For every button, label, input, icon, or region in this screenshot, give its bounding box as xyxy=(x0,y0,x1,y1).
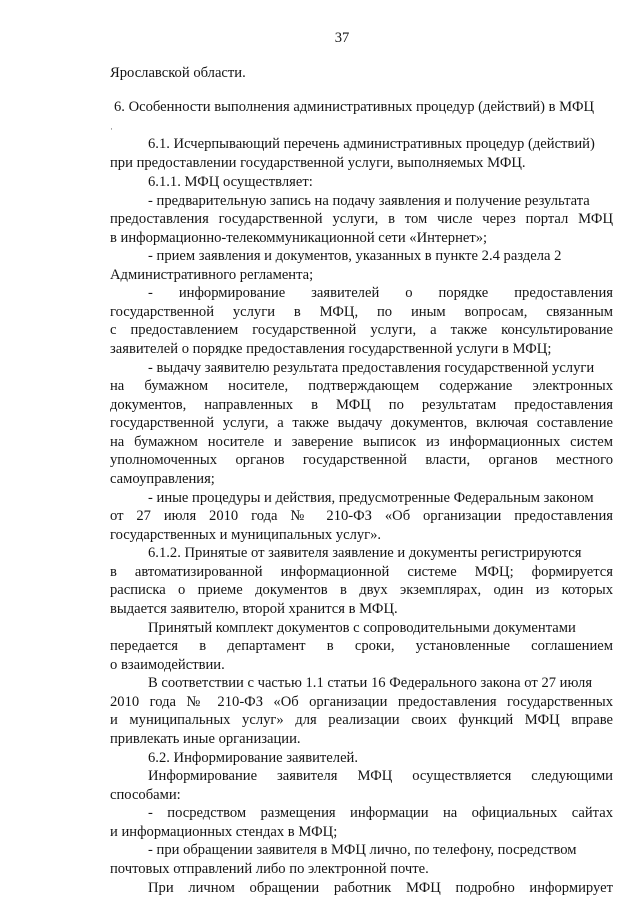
text-line: - при обращении заявителя в МФЦ лично, по телефону, посредством xyxy=(148,842,577,858)
text-line: Информирование заявителя МФЦ осуществляется следующими xyxy=(148,768,613,784)
text-line: на бумажном носителе, подтверждающем содержание электронных xyxy=(110,378,613,394)
text-line: заявителей о порядке предоставления государственной услуги в МФЦ; xyxy=(110,341,552,357)
text-line: государственной услуги в МФЦ, по иным вопросам, связанным xyxy=(110,304,613,320)
text-line: документов, направленных в МФЦ по результатам предоставления xyxy=(110,397,613,413)
page-number: 37 xyxy=(334,30,350,46)
text-line: государственной услуги, а также выдачу документов, включая составление xyxy=(110,415,613,431)
text-line: передается в департамент в сроки, установленные соглашением xyxy=(110,638,613,654)
text-line: Принятый комплект документов с сопроводительными документами xyxy=(148,620,576,636)
text-line: государственных и муниципальных услуг». xyxy=(110,527,382,543)
text-line: с предоставлением государственной услуги, а также консультирование xyxy=(110,322,613,338)
text-line: 6.2. Информирование заявителей. xyxy=(148,750,359,766)
text-line: на бумажном носителе и заверение выписок из информационных систем xyxy=(110,434,613,450)
text-line: выдается заявителю, второй хранится в МФЦ. xyxy=(110,601,398,617)
text-line: в автоматизированной информационной системе МФЦ; формируется xyxy=(110,564,613,580)
text-line: - выдачу заявителю результата предоставления государственной услуги xyxy=(148,360,595,376)
text-line: 6.1. Исчерпывающий перечень административных процедур (действий) xyxy=(148,136,595,152)
text-line: и информационных стендах в МФЦ; xyxy=(110,824,338,840)
text-line: 6.1.2. Принятые от заявителя заявление и документы регистрируются xyxy=(148,545,582,561)
text-line: 6.1.1. МФЦ осуществляет: xyxy=(148,174,313,190)
scan-mark: · xyxy=(110,124,113,134)
text-line: - предварительную запись на подачу заявления и получение результата xyxy=(148,193,590,209)
text-line: - посредством размещения информации на официальных сайтах xyxy=(148,805,613,821)
text-line: в информационно-телекоммуникационной сети «Интернет»; xyxy=(110,230,488,246)
text-line: расписка о приеме документов в двух экземплярах, один из которых xyxy=(110,582,613,598)
text-line: - иные процедуры и действия, предусмотренные Федеральным законом xyxy=(148,490,594,506)
text-line: 6. Особенности выполнения административных процедур (действий) в МФЦ xyxy=(114,99,595,115)
text-line: Ярославской области. xyxy=(110,65,246,81)
text-line: 2010 года № 210-ФЗ «Об организации предоставления государственных xyxy=(110,694,613,710)
text-line: способами: xyxy=(110,787,181,803)
text-line: - информирование заявителей о порядке предоставления xyxy=(148,285,613,301)
text-line: предоставления государственной услуги, в том числе через портал МФЦ xyxy=(110,211,613,227)
text-line: при предоставлении государственной услуги, выполняемых МФЦ. xyxy=(110,155,526,171)
text-line: При личном обращении работник МФЦ подробно информирует xyxy=(148,880,613,896)
text-line: В соответствии с частью 1.1 статьи 16 Федерального закона от 27 июля xyxy=(148,675,593,691)
text-line: привлекать иные организации. xyxy=(110,731,301,747)
text-line: и муниципальных услуг» для реализации своих функций МФЦ вправе xyxy=(110,712,613,728)
text-line: самоуправления; xyxy=(110,471,215,487)
text-line: от 27 июля 2010 года № 210-ФЗ «Об организации предоставления xyxy=(110,508,613,524)
text-line: Административного регламента; xyxy=(110,267,314,283)
text-line: - прием заявления и документов, указанных в пункте 2.4 раздела 2 xyxy=(148,248,562,264)
text-line: уполномоченных органов государственной власти, органов местного xyxy=(110,452,613,468)
text-line: о взаимодействии. xyxy=(110,657,225,673)
text-line: почтовых отправлений либо по электронной почте. xyxy=(110,861,429,877)
